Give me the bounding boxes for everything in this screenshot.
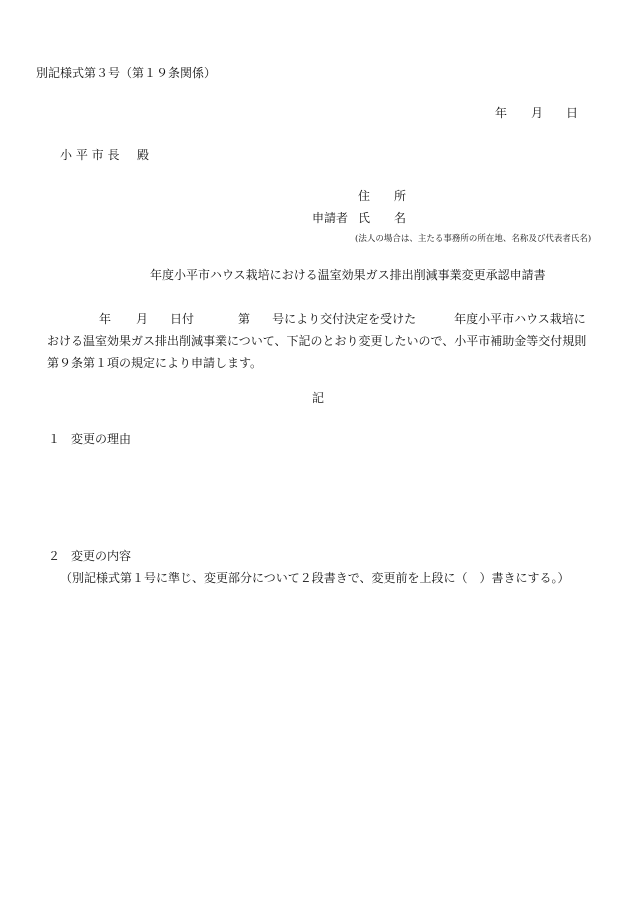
addressee-name: 小 平 市 長 (60, 148, 120, 162)
date-year-label: 年 (495, 106, 508, 120)
body-year-label: 年 (99, 312, 112, 326)
body-month-label: 月 (136, 312, 149, 326)
ki-heading: 記 (312, 391, 325, 405)
body-day-label: 日付 (170, 312, 195, 326)
item-2-label: 変更の内容 (71, 549, 132, 563)
document-title: 年度小平市ハウス栽培における温室効果ガス排出削減事業変更承認申請書 (150, 268, 546, 282)
body-number-prefix: 第 (238, 312, 251, 326)
applicant-role-label: 申請者 (312, 211, 349, 225)
item-2-number: ２ (48, 549, 61, 563)
body-number-suffix: 号により交付決定を受けた (272, 312, 417, 326)
date-day-label: 日 (566, 106, 579, 120)
item-2-note: （別記様式第１号に準じ、変更部分について２段書きで、変更前を上段に（ ）書きにする。） (60, 571, 570, 585)
address-label: 住 所 (358, 189, 407, 203)
item-1-number: １ (48, 432, 61, 446)
body-continuation: おける温室効果ガス排出削減事業について、下記のとおり変更したいので、小平市補助金等交付規則第９条第１項の規定により申請します。 (47, 334, 587, 370)
name-label: 氏 名 (358, 211, 407, 225)
item-1-label: 変更の理由 (71, 432, 132, 446)
corporation-note: (法人の場合は、主たる事務所の所在地、名称及び代表者氏名) (355, 234, 592, 244)
date-month-label: 月 (531, 106, 544, 120)
form-label: 別記様式第３号（第１９条関係） (36, 66, 217, 80)
addressee-honorific: 殿 (137, 148, 150, 162)
body-paragraph (47, 308, 592, 374)
body-program-year: 年度小平市ハウス栽培に (454, 312, 586, 326)
